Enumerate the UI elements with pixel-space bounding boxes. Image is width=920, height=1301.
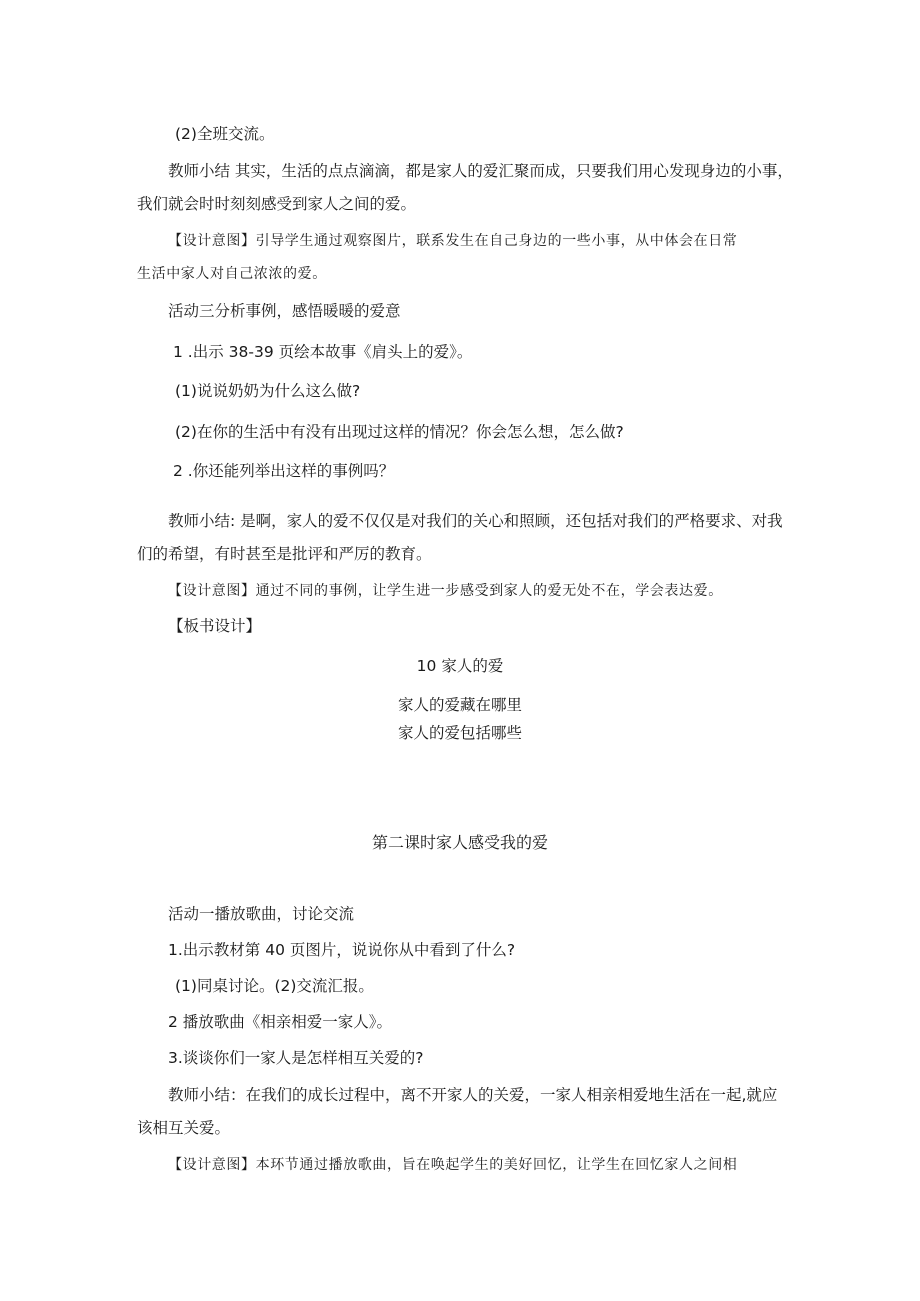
section-label: 【板书设计】 bbox=[168, 617, 262, 635]
activity-heading: 活动一播放歌曲，讨论交流 bbox=[168, 905, 355, 923]
numbered-item: 3.谈谈你们一家人是怎样相互关爱的? bbox=[168, 1049, 424, 1067]
paragraph-line: (2)全班交流。 bbox=[175, 125, 275, 143]
paragraph-line: 该相互关爱。 bbox=[137, 1119, 231, 1137]
design-intent-line: 【设计意图】本环节通过播放歌曲，旨在唤起学生的美好回忆，让学生在回忆家人之间相 bbox=[168, 1157, 738, 1173]
numbered-item: 2 .你还能列举出这样的事例吗？ bbox=[173, 462, 395, 480]
paragraph-line: 教师小结：在我们的成长过程中，离不开家人的关爱，一家人相亲相爱地生活在一起,就应 bbox=[168, 1086, 778, 1104]
design-intent-line: 【设计意图】通过不同的事例，让学生进一步感受到家人的爱无处不在，学会表达爱。 bbox=[168, 583, 723, 599]
design-intent-line: 生活中家人对自己浓浓的爱。 bbox=[137, 266, 327, 282]
activity-heading: 活动三分析事例，感悟暖暖的爱意 bbox=[168, 302, 401, 320]
lesson-title: 第二课时家人感受我的爱 bbox=[371, 833, 548, 852]
numbered-item: 1.出示教材第 40 页图片，说说你从中看到了什么? bbox=[168, 941, 516, 959]
paragraph-line: 教师小结: 是啊，家人的爱不仅仅是对我们的关心和照顾，还包括对我们的严格要求、对我 bbox=[168, 512, 783, 530]
paragraph-line: 教师小结 其实，生活的点点滴滴，都是家人的爱汇聚而成，只要我们用心发现身边的小事， bbox=[168, 162, 793, 180]
board-line: 家人的爱包括哪些 bbox=[397, 724, 522, 742]
design-intent-line: 【设计意图】引导学生通过观察图片，联系发生在自己身边的一些小事，从中体会在日常 bbox=[168, 233, 738, 249]
board-title: 10 家人的爱 bbox=[416, 657, 504, 675]
sub-item: (1)说说奶奶为什么这么做? bbox=[175, 382, 361, 400]
sub-item: (1)同桌讨论。(2)交流汇报。 bbox=[175, 977, 374, 995]
paragraph-line: 我们就会时时刻刻感受到家人之间的爱。 bbox=[137, 195, 417, 213]
numbered-item: 2 播放歌曲《相亲相爱一家人》。 bbox=[168, 1013, 393, 1031]
numbered-item: 1 .出示 38-39 页绘本故事《肩头上的爱》。 bbox=[173, 343, 473, 361]
board-line: 家人的爱藏在哪里 bbox=[397, 696, 522, 714]
paragraph-line: 们的希望，有时甚至是批评和严厉的教育。 bbox=[137, 545, 432, 563]
sub-item: (2)在你的生活中有没有出现过这样的情况？你会怎么想，怎么做? bbox=[175, 423, 624, 441]
